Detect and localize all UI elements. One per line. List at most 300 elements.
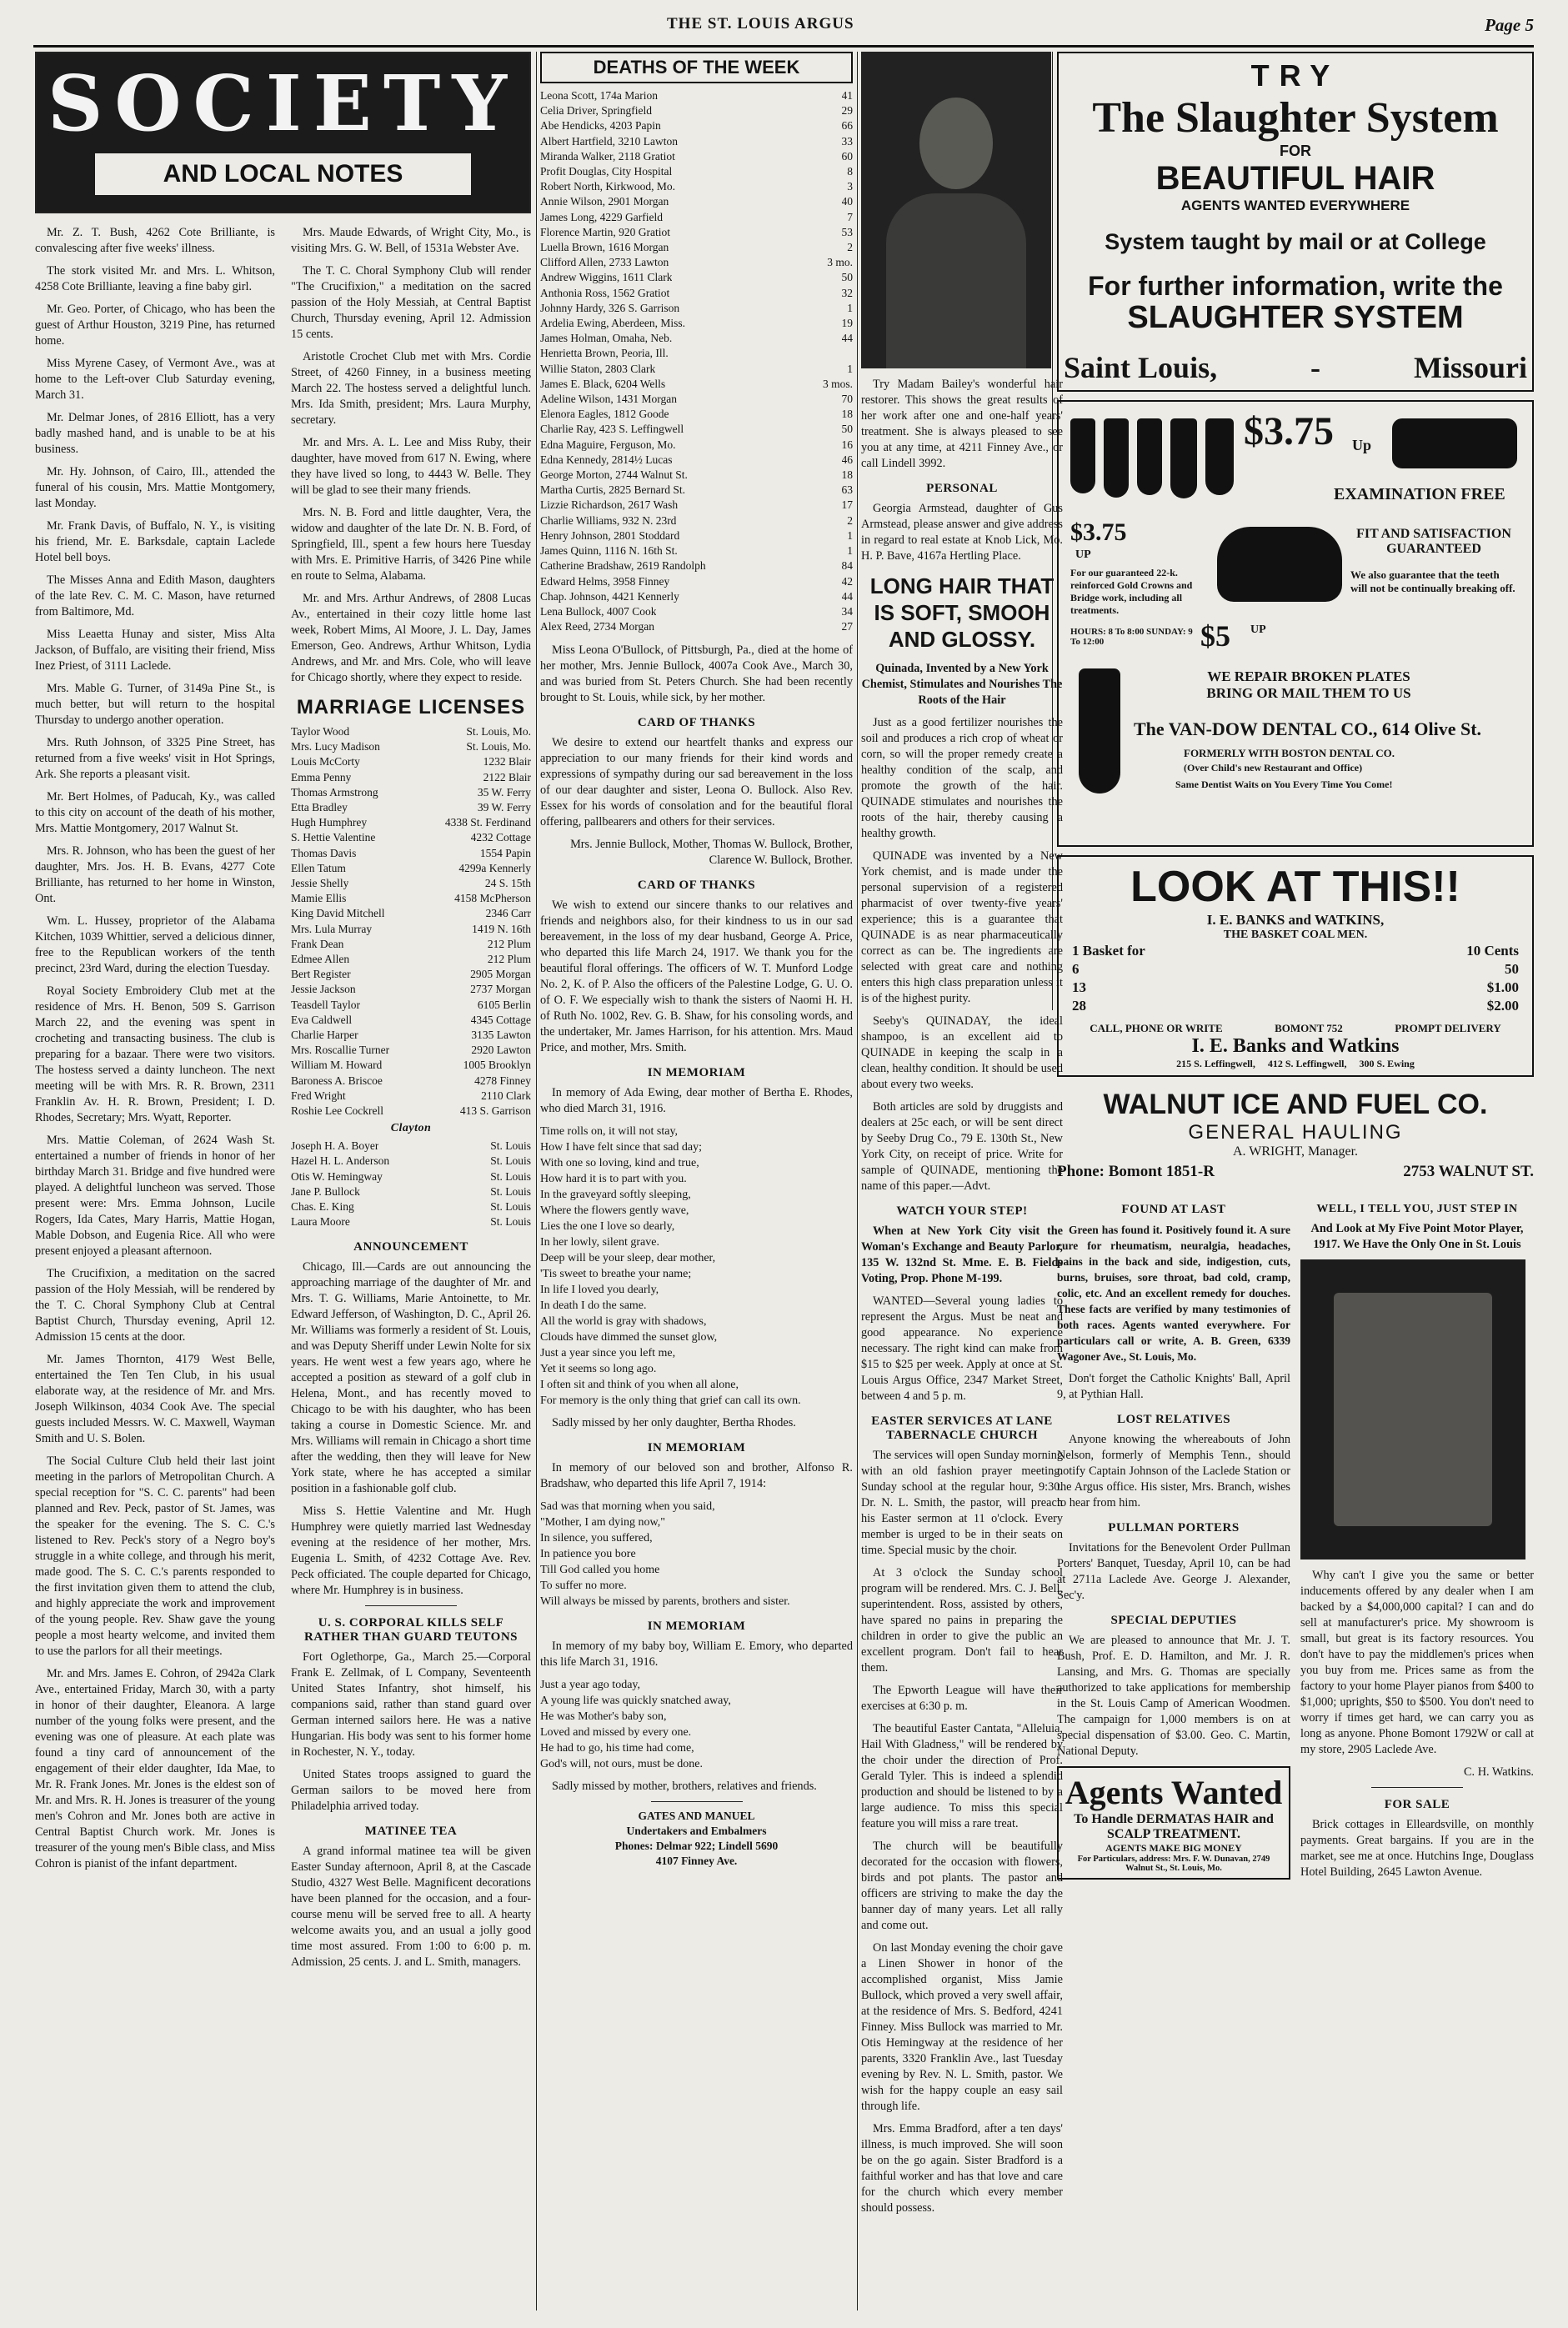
license-row-value: 4338 St. Ferdinand	[444, 816, 531, 829]
corporal-paragraph: Fort Oglethorpe, Ga., March 25.—Corporal Frank E. Zellmak, of L Company, Seventeenth United States Infantry, shot himself, his companions said, rather than stand guard over German interned sailors here. He was a native Hungarian. His body was sent to his former home in Rochester, N. Y., today.	[291, 1650, 531, 1759]
poem-line: 'Tis sweet to breathe your name;	[540, 1268, 692, 1281]
death-row-name: Florence Martin, 920 Gratiot	[540, 225, 670, 238]
poem-line: In silence, you suffered,	[540, 1532, 653, 1545]
poem-line: Deep will be your sleep, dear mother,	[540, 1252, 716, 1265]
clayton-row-name: Otis W. Hemingway	[291, 1169, 383, 1183]
watkins-sign: C. H. Watkins.	[1464, 1765, 1534, 1779]
license-row-value: 2737 Morgan	[470, 983, 531, 996]
license-row	[291, 724, 531, 739]
license-row-value: 4345 Cottage	[470, 1013, 531, 1026]
memoriam-title: IN MEMORIAM	[647, 1066, 746, 1080]
society-item: The stork visited Mr. and Mrs. L. Whitson, 4258 Cote Brilliante, leaving a fine baby girl.	[35, 264, 275, 293]
license-row-name: Taylor Wood	[291, 725, 350, 738]
easter-paragraph: The Epworth League will have their exercises at 6:30 p. m.	[861, 1684, 1063, 1713]
clayton-row	[291, 1214, 531, 1229]
walnut-name: WALNUT ICE AND FUEL CO.	[1103, 1089, 1488, 1120]
look-phone: BOMONT 752	[1275, 1022, 1343, 1034]
death-row-name: Leona Scott, 174a Marion	[540, 89, 658, 102]
death-row-value: 50	[841, 423, 853, 436]
poem-line: "Mother, I am dying now,"	[540, 1516, 665, 1529]
death-row-name: James Long, 4229 Garfield	[540, 210, 663, 223]
license-row	[291, 1074, 531, 1089]
death-row-value: 3 mo.	[827, 256, 853, 269]
announcement-paragraph: Miss S. Hettie Valentine and Mr. Hugh Humphrey were quietly married last Wednesday evening at the residence of her mother, Mrs. Eugenia L. Smith, of 4232 Cottage Ave. Rev. Peck officiated. The couple departed for Chicago, where Mr. Humphrey is in business.	[291, 1504, 531, 1597]
dental-hours: HOURS: 8 To 8:00 SUNDAY: 9 To 12:00	[1070, 627, 1193, 647]
poem-line: God's will, not ours, must be done.	[540, 1758, 704, 1771]
rule	[365, 1605, 457, 1606]
matinee-paragraph: A grand informal matinee tea will be given Easter Sunday afternoon, April 8, at the Cascade Studio, 4327 West Belle. Magnificent decorations have been planned for the occasion, and a four-course menu will be served free to all. A hearty welcome awaits you, and an usual a jolly good time most assured. From 1:00 to 6:00 p. m. Admission, 25 cents. J. and L. Smith, managers.	[291, 1844, 531, 1969]
license-row	[291, 1013, 531, 1028]
slaughter-system: SLAUGHTER SYSTEM	[1127, 300, 1464, 335]
dental-exam: EXAMINATION FREE	[1334, 485, 1505, 503]
walnut-addr: 2753 WALNUT ST.	[1403, 1163, 1534, 1180]
society-item: Wm. L. Hussey, proprietor of the Alabama Kitchen, 1039 Whittier, served a delicious dinner, free to the Republican workers of the tenth precinct, 23rd Ward, during the election Tuesday.	[35, 914, 275, 975]
hair-paragraph: QUINADE was invented by a New York chemist, and is made under the personal supervision of a registered pharmacist of over twenty-five years' experience; this is a guarantee that QUINADE is as near pharmaceutically correct as can be. The ingredients are selected with great care and nothing enters this high class preparation unless it is of the highest purity.	[861, 849, 1063, 1005]
death-row-value: 32	[841, 286, 853, 299]
death-row	[540, 149, 853, 164]
license-row-value: 39 W. Ferry	[477, 801, 531, 814]
van-dow-dental-ad	[1057, 400, 1534, 847]
poem-line: Just a year since you left me,	[540, 1347, 676, 1360]
look-firm: I. E. Banks and Watkins	[1191, 1035, 1400, 1057]
death-row-value: 40	[841, 195, 853, 208]
death-row-name: Alex Reed, 2734 Morgan	[540, 620, 654, 633]
poem-line: How hard it is to part with you.	[540, 1173, 687, 1186]
clayton-row-name: Chas. E. King	[291, 1200, 354, 1214]
coal-row-name: 28	[1072, 998, 1086, 1014]
coal-row-name: 1 Basket for	[1072, 943, 1145, 959]
rule	[1371, 1787, 1463, 1788]
announcement-title: ANNOUNCEMENT	[353, 1239, 468, 1254]
license-row-value: 2905 Morgan	[470, 968, 531, 981]
agents-money: AGENTS MAKE BIG MONEY	[1105, 1842, 1242, 1854]
license-row-name: Edmee Allen	[291, 953, 350, 966]
death-row-value: 84	[841, 559, 853, 573]
clayton-row-value: St. Louis	[490, 1139, 531, 1153]
memoriam-sign: Sadly missed by mother, brothers, relatives and friends.	[552, 1780, 817, 1794]
card-sign: Mrs. Jennie Bullock, Mother, Thomas W. Bullock, Brother, Clarence W. Bullock, Brother.	[570, 838, 853, 868]
society-item: Mr. Z. T. Bush, 4262 Cote Brilliante, is convalescing after five weeks' illness.	[35, 226, 275, 255]
license-row-name: Baroness A. Briscoe	[291, 1074, 383, 1087]
coal-row-value: $2.00	[1486, 998, 1519, 1014]
clayton-row-name: Hazel H. L. Anderson	[291, 1154, 390, 1168]
death-row	[540, 513, 853, 528]
column-rule	[536, 52, 537, 2310]
license-row	[291, 1043, 531, 1058]
clayton-row	[291, 1184, 531, 1199]
death-row	[540, 589, 853, 604]
easter-paragraph: The services will open Sunday morning with an old fashion prayer meeting. Sunday school at the regular hour, 9:30. Dr. N. L. Smith, the pastor, will preach his Easter sermon at 11 o'clock. Every member is urged to be in their seats on time. Special music by the choir.	[861, 1449, 1063, 1557]
death-row	[540, 483, 853, 498]
poem-line: For memory is the only thing that grief can call its own.	[540, 1394, 801, 1408]
poem-line: I often sit and think of you when all alone,	[540, 1379, 739, 1392]
society-item: Mr. Geo. Porter, of Chicago, who has been the guest of Arthur Houston, 3219 Pine, has returned home.	[35, 303, 275, 348]
license-row-value: 2346 Carr	[485, 907, 531, 920]
walnut-ice-ad	[1057, 1089, 1534, 1181]
poem-line: In her lowly, silent grave.	[540, 1236, 659, 1249]
death-row-name: Charlie Ray, 423 S. Leffingwell	[540, 423, 684, 436]
license-row	[291, 800, 531, 815]
death-row	[540, 88, 853, 103]
death-row	[540, 604, 853, 619]
death-row-value: 18	[841, 408, 853, 421]
card-text: We desire to extend our heartfelt thanks and express our appreciation to our many friends for their kind words and expressions of sympathy during our sad bereavement in the loss of our dear daughter and sister, Leona O. Bullock. Also Rev. Essex for his words of consolation and for the beautiful floral offering, pallbearers and others for their services.	[540, 736, 853, 829]
death-row-value: 60	[841, 149, 853, 163]
death-row-name: Adeline Wilson, 1431 Morgan	[540, 393, 677, 406]
agents-wanted-ad	[1057, 1766, 1290, 1880]
license-row-name: Frank Dean	[291, 937, 344, 950]
rule	[651, 1801, 743, 1802]
death-row	[540, 453, 853, 468]
license-row	[291, 1028, 531, 1043]
license-row	[291, 1104, 531, 1119]
forsale-text: Brick cottages in Elleardsville, on monthly payments. Great bargains. If you are in the market, see me at once. Hutchins Inge, Douglass Hotel Building, 2645 Lawton Avenue.	[1300, 1818, 1534, 1879]
coal-row-value: $1.00	[1486, 979, 1519, 995]
license-row	[291, 830, 531, 845]
death-row-name: Anthonia Ross, 1562 Gratiot	[540, 286, 670, 299]
coal-row	[1064, 960, 1527, 979]
slaughter-location	[1064, 350, 1527, 385]
tooth-icon	[1170, 418, 1197, 498]
license-row	[291, 861, 531, 876]
coal-row-value: 10 Cents	[1466, 943, 1519, 959]
memoriam-intro: In memory of Ada Ewing, dear mother of Bertha E. Rhodes, who died March 31, 1916.	[540, 1086, 853, 1116]
society-item: The T. C. Choral Symphony Club will render "The Crucifixion," a meditation on the sacred passion of the Holy Messiah, at Central Baptist Church, Thursday evening, April 12. Admission 15 cents.	[291, 264, 531, 341]
clayton-row-value: St. Louis	[490, 1184, 531, 1198]
poem-line: Clouds have dimmed the sunset glow,	[540, 1331, 718, 1344]
corporal-title: U. S. CORPORAL KILLS SELF RATHER THAN GUARD TEUTONS	[303, 1615, 518, 1644]
license-row-name: King David Mitchell	[291, 907, 385, 920]
death-row	[540, 331, 853, 346]
society-item: Mr. Hy. Johnson, of Cairo, Ill., attended the funeral of his cousin, Mrs. Mattie Montgomery, last Monday.	[35, 465, 275, 510]
society-item: Mrs. R. Johnson, who has been the guest of her daughter, Mrs. Jos. H. B. Evans, 4277 Cote Brilliante, has returned to her home in Winston, Ont.	[35, 844, 275, 905]
deputies-text: We are pleased to announce that Mr. J. T. Bush, Prof. E. D. Hamilton, and Mr. J. R. Lansing, and Mrs. G. Thomas are specially authorized to take applications for membership in the St. Louis Camp of American Woodmen. The campaign for 1,000 members is on at special dispensation of $3.00. Geo. C. Martin, National Deputy.	[1057, 1634, 1290, 1758]
license-row-name: William M. Howard	[291, 1059, 383, 1072]
tooth-icon	[1104, 418, 1129, 498]
watkins-line: And Look at My Five Point Motor Player, 1917. We Have the Only One in St. Louis	[1310, 1222, 1524, 1251]
dental-up-five: UP	[1250, 623, 1266, 636]
ads-lower	[1057, 1193, 1534, 1887]
death-row-value: 41	[841, 89, 853, 102]
death-row-name: James E. Black, 6204 Wells	[540, 377, 666, 390]
society-body	[35, 225, 531, 1977]
card-title: CARD OF THANKS	[637, 716, 756, 730]
license-row-name: Louis McCorty	[291, 755, 360, 768]
clayton-list	[291, 1139, 531, 1229]
society-item: Royal Society Embroidery Club met at the residence of Mrs. H. Benon, 509 S. Garrison March 22, and the evening was spent in crocheting and transacting business. The club is preparing for a bazaar. There were two visitors. The hostess served a dainty luncheon. The next meeting will be with Mrs. R. R. Brown, 2311 Franklin Av. H. R. Brown, President; I. D. Rhodes, Secretary; Mrs. Wyatt, Reporter.	[35, 984, 275, 1124]
easter-paragraph: On last Monday evening the choir gave a Linen Shower in honor of the accomplished organist, Miss Jamie Bullock, which proved a very swell affair, at the residence of Mrs. S. Bedford, 4241 Finney. Miss Bullock was married to Mr. Otis Hemingway at the residence of her parents, 3320 Franklin Ave., last Tuesday evening by Rev. N. L. Smith, pastor. We wish for the happy couple an easy sail through life.	[861, 1941, 1063, 2113]
death-row	[540, 255, 853, 270]
dental-fit: FIT AND SATISFACTION GUARANTEED	[1356, 527, 1511, 556]
clayton-row	[291, 1139, 531, 1154]
death-row-value: 8	[847, 165, 853, 178]
license-row-value: 212 Plum	[487, 937, 531, 950]
death-row	[540, 118, 853, 133]
license-row-value: 2920 Lawton	[471, 1044, 531, 1057]
license-row	[291, 906, 531, 921]
license-row-value: St. Louis, Mo.	[466, 740, 531, 753]
license-row-name: Mrs. Lula Murray	[291, 922, 373, 935]
license-row-value: 35 W. Ferry	[477, 785, 531, 799]
found-text: Green has found it. Positively found it. A sure cure for rheumatism, neuralgia, headaches, pains in the back and side, indigestion, cuts, burns, bruises, sore throat, bad cold, cramp, colic, etc. And an excellent remedy for douches. These facts are verified by many testimonies of both races. Agents wanted everywhere. For particulars call or write, A. B. Green, 6339 Wagoner Ave., St. Louis, Mo.	[1057, 1224, 1290, 1363]
slaughter-state: Missouri	[1413, 351, 1527, 384]
death-row	[540, 134, 853, 149]
slaughter-name: The Slaughter System	[1092, 94, 1499, 142]
found-title: FOUND AT LAST	[1121, 1203, 1226, 1216]
death-row-value: 70	[841, 393, 853, 406]
dental-price-small: $3.75	[1070, 518, 1127, 546]
dental-guarantee: We also guarantee that the teeth will not be continually breaking off.	[1350, 568, 1515, 594]
hair-subhead: Quinada, Invented by a New York Chemist, Stimulates and Nourishes The Roots of the Hair	[861, 662, 1063, 707]
clayton-row-value: St. Louis	[490, 1169, 531, 1183]
dental-up: Up	[1352, 437, 1372, 453]
license-row	[291, 846, 531, 861]
coal-price-list	[1064, 942, 1527, 1015]
death-row-value: 17	[841, 498, 853, 512]
poem-line: In the graveyard softly sleeping,	[540, 1189, 691, 1202]
corporal-paragraph: United States troops assigned to guard the German sailors to be moved here from Philadelphia arrived today.	[291, 1767, 531, 1813]
society-item: Miss Leaetta Hunay and sister, Miss Alta Jackson, of Buffalo, are visiting their friend, Miss Inez Priest, of 3111 Laclede.	[35, 628, 275, 673]
memoriam-sign: Sadly missed by her only daughter, Bertha Rhodes.	[552, 1416, 796, 1430]
license-row-name: Bert Register	[291, 968, 351, 981]
look-names: I. E. BANKS and WATKINS,	[1206, 912, 1385, 928]
pullman-text: Invitations for the Benevolent Order Pullman Porters' Banquet, Tuesday, April 10, can be had at 2711a Laclede Ave. George J. Alexander, Sec'y.	[1057, 1541, 1290, 1602]
poem-line: To suffer no more.	[540, 1580, 627, 1593]
poem-line: Lies the one I love so dearly,	[540, 1220, 675, 1234]
death-row	[540, 377, 853, 392]
death-row-value: 3	[847, 180, 853, 193]
license-row-name: Jessie Jackson	[291, 983, 356, 996]
license-row	[291, 815, 531, 830]
slaughter-dash: -	[1310, 351, 1321, 384]
society-item: Mrs. N. B. Ford and little daughter, Vera, the widow and daughter of the late Dr. N. B. Ford, of Springfield, Ill., spent a few hours here Tuesday with Mrs. E. Primitive Harris, of 3426 Pine while en route to Selma, Alabama.	[291, 506, 531, 583]
license-row-name: Fred Wright	[291, 1089, 346, 1102]
page-number: Page 5	[1485, 15, 1534, 35]
license-row-name: Mrs. Lucy Madison	[291, 740, 380, 753]
license-row-value: 2110 Clark	[481, 1089, 531, 1102]
watkins-head: WELL, I TELL YOU, JUST STEP IN	[1316, 1203, 1518, 1215]
death-row-value: 50	[841, 271, 853, 284]
license-row-name: Jessie Shelly	[291, 877, 349, 890]
poem-line: Sad was that morning when you said,	[540, 1500, 715, 1514]
poem-line: In life I loved you dearly,	[540, 1284, 659, 1297]
death-row	[540, 407, 853, 422]
death-row-name: Henry Johnson, 2801 Stoddard	[540, 528, 680, 542]
look-contact	[1064, 1022, 1527, 1035]
page-header	[33, 8, 1534, 48]
third-column	[861, 52, 1063, 2310]
death-row-value: 44	[841, 332, 853, 345]
license-row-value: 1005 Brooklyn	[463, 1059, 531, 1072]
clayton-row-name: Jane P. Bullock	[291, 1184, 360, 1198]
easter-paragraph: The church will be beautifully decorated for the occasion with flowers, birds and pot plants. The pastor and officers are striving to make the day the banner day of many years. Let all rally and come out.	[861, 1840, 1063, 1932]
license-row-name: S. Hettie Valentine	[291, 831, 376, 844]
watch-title: WATCH YOUR STEP!	[896, 1204, 1028, 1218]
ads-lower-right	[1300, 1193, 1534, 1887]
gates-line3: Phones: Delmar 922; Lindell 5690	[614, 1840, 779, 1853]
memoriam-intro: In memory of our beloved son and brother, Alfonso R. Bradshaw, who departed this life April 7, 1914:	[540, 1461, 853, 1491]
death-row	[540, 558, 853, 573]
walnut-mgr: A. WRIGHT, Manager.	[1232, 1144, 1359, 1159]
license-row-name: Mrs. Roscallie Turner	[291, 1044, 390, 1057]
madam-bailey-photo	[861, 52, 1051, 368]
death-row-name: Catherine Bradshaw, 2619 Randolph	[540, 559, 706, 573]
death-row-name: Edna Kennedy, 2814½ Lucas	[540, 453, 673, 466]
poem-line: Yet it seems so long ago.	[540, 1363, 657, 1376]
license-row	[291, 982, 531, 997]
dental-same: Same Dentist Waits on You Every Time You Come!	[1175, 779, 1393, 790]
license-row	[291, 967, 531, 982]
death-row-value: 29	[841, 104, 853, 118]
poem-line: How I have felt since that sad day;	[540, 1141, 702, 1154]
death-row	[540, 103, 853, 118]
ads-column	[1057, 52, 1534, 2310]
society-item: Mr. James Thornton, 4179 West Belle, entertained the Ten Ten Club, in his usual elaborate way, at the residence of Mr. and Mrs. Joseph Wilkinson, 4034 Cook Ave. The special guests included Messrs. W. C. Maxwell, Wayman Smith and U. S. Bolen.	[35, 1353, 275, 1445]
dental-formerly: FORMERLY WITH BOSTON DENTAL CO.	[1184, 747, 1395, 759]
marriage-title: MARRIAGE LICENSES	[296, 696, 526, 718]
easter-title: EASTER SERVICES AT LANE TABERNACLE CHURCH	[871, 1414, 1053, 1442]
death-row-value: 19	[841, 317, 853, 330]
coal-row	[1064, 979, 1527, 997]
death-row	[540, 392, 853, 407]
license-row-name: Emma Penny	[291, 770, 352, 784]
death-row	[540, 362, 853, 377]
death-row-name: Robert North, Kirkwood, Mo.	[540, 180, 675, 193]
lost-title: LOST RELATIVES	[1116, 1413, 1231, 1426]
bailey-caption: Try Madam Bailey's wonderful hair restorer. This shows the great results of her work after one and one-half years' treatment. She is always pleased to see you at any time, at 4211 Finney Ave., or call Lindell 3992.	[861, 378, 1063, 470]
death-row-name: Miranda Walker, 2118 Gratiot	[540, 149, 675, 163]
hair-paragraph: Just as a good fertilizer nourishes the soil and produces a rich crop of wheat or corn, so will the proper remedy create a healthy condition of the scalp, and promote the growth of the hair. QUINADE stimulates and nourishes the roots of the hair, thereby causing a healthy growth.	[861, 716, 1063, 840]
license-row	[291, 876, 531, 891]
society-item: The Crucifixion, a meditation on the sacred passion of the Holy Messiah, will be rendered by the T. C. Choral Symphony Club at Central Baptist Church, Thursday evening, April 12. Admission 15 cents at the door.	[35, 1267, 275, 1344]
announcement-paragraph: Chicago, Ill.—Cards are out announcing the approaching marriage of the daughter of Mr. and Mrs. T. G. Williams, Marie Antoinette, to Mr. Edward Jefferson, of Washington, D. C., April 26. Mr. Williams was formerly a resident of St. Louis, and was Deputy Sheriff under Lewin Nolte for six years. He went west a few years ago, where he accepted a position as steward of a golf club in Helena, Mont., and has recently moved to Chicago to be with his daughter, who has been taking a course in Domestic Science. Mr. and Mrs. Williams will remain in Chicago a short time after the wedding, then they will leave for New York state, where he has accepted a similar position in a fashionable golf club.	[291, 1259, 531, 1495]
watch-text: When at New York City visit the Woman's Exchange and Beauty Parlor, 135 W. 132nd St. Mme. E. B. Fields Voting, Prop. Phone M-199.	[861, 1224, 1063, 1285]
dental-over: (Over Child's new Restaurant and Office)	[1184, 762, 1363, 773]
society-subhead: AND LOCAL NOTES	[95, 153, 471, 195]
gates-line2: Undertakers and Embalmers	[626, 1825, 767, 1838]
society-item: Mrs. Maude Edwards, of Wright City, Mo., is visiting Mrs. G. W. Bell, of 1531a Webster Ave.	[291, 226, 531, 255]
memoriam-intro: In memory of my baby boy, William E. Emory, who departed this life March 31, 1916.	[540, 1640, 853, 1670]
license-row	[291, 1089, 531, 1104]
memoriam-title: IN MEMORIAM	[647, 1620, 746, 1634]
death-row	[540, 194, 853, 209]
license-row-value: St. Louis, Mo.	[466, 725, 531, 738]
death-row-value: 3 mos.	[822, 377, 853, 390]
poem-line: With one so loving, kind and true,	[540, 1157, 699, 1170]
society-item: Mrs. Ruth Johnson, of 3325 Pine Street, has returned from a five weeks' visit in Hot Springs, Ark. She reports a pleasant visit.	[35, 736, 275, 781]
license-row-value: 1232 Blair	[483, 755, 531, 768]
death-row	[540, 438, 853, 453]
coal-row	[1064, 942, 1527, 960]
death-row-name: Willie Staton, 2803 Clark	[540, 362, 656, 375]
society-item: The Social Culture Club held their last joint meeting in the parlors of Metropolitan Church. A special reception for "S. C. C. parents" had been planned and Rev. Peck, pastor of St. James, was the speaker for the evening. The S. C. C.'s listened to Rev. Peck's story of a Negro boy's struggle in a white college, and through his merit, made good. The S. C. C.'s parents responded to the first invitation given them to attend the club, and highly appreciate the work and improvement of the young people. Rev. Shaw gave the young people a most hearty welcome, and invited them to use the parlors for all their meetings.	[35, 1454, 275, 1658]
death-row	[540, 210, 853, 225]
license-row-value: 4158 McPherson	[454, 892, 531, 905]
clayton-row-name: Laura Moore	[291, 1215, 350, 1229]
death-row-name: James Quinn, 1116 N. 16th St.	[540, 544, 678, 558]
card-title: CARD OF THANKS	[637, 879, 756, 893]
death-row-value: 33	[841, 134, 853, 148]
slaughter-taught: System taught by mail or at College	[1105, 229, 1486, 254]
death-row	[540, 574, 853, 589]
clayton-label: Clayton	[390, 1122, 432, 1135]
death-row-value: 1	[847, 528, 853, 542]
death-row	[540, 240, 853, 255]
death-row-name: Albert Hartfield, 3210 Lawton	[540, 134, 678, 148]
tooth-icon	[1205, 418, 1234, 495]
agents-title: Agents Wanted	[1065, 1774, 1283, 1811]
wanted-text: WANTED—Several young ladies to represent the Argus. Must be neat and good appearance. No experience necessary. The right kind can make from $15 to $25 per week. Apply at once at St. Louis Argus Office, 2347 Market Street, between 4 and 5 p. m.	[861, 1294, 1063, 1403]
easter-paragraph: At 3 o'clock the Sunday school program will be rendered. Mrs. C. J. Bell, superintendent. Ross, assisted by others, have spared no pains in preparing the children in order to give the public an excellent program. Don't fail to hear them.	[861, 1566, 1063, 1675]
easter-paragraph: The beautiful Easter Cantata, "Alleluia, Hail With Gladness," will be rendered by the choir under the direction of Prof. Gerald Tyler. This is indeed a splendid production and should be listened to by a large audience. To miss this special feature you will miss a rare treat.	[861, 1722, 1063, 1830]
license-row-value: 6105 Berlin	[477, 998, 531, 1011]
license-row-name: Hugh Humphrey	[291, 816, 368, 829]
walnut-contact	[1057, 1163, 1534, 1181]
death-row-value: 53	[841, 225, 853, 238]
society-item: Aristotle Crochet Club met with Mrs. Cordie Street, of 4260 Finney, in a business meeting March 22. The hostess served a delightful lunch. Mrs. Ida Smith, president; Mrs. Laura Murphy, secretary.	[291, 350, 531, 427]
slaughter-system-ad	[1057, 52, 1534, 392]
bridge-icon	[1392, 418, 1517, 468]
poem-line: Just a year ago today,	[540, 1679, 640, 1692]
death-row-value: 46	[841, 453, 853, 466]
clayton-row	[291, 1199, 531, 1214]
marriage-list	[291, 724, 531, 1119]
deaths-list	[540, 88, 853, 634]
death-row-name: Profit Douglas, City Hospital	[540, 165, 673, 178]
death-row-name: Charlie Williams, 932 N. 23rd	[540, 513, 677, 527]
death-row-name: Edna Maguire, Ferguson, Mo.	[540, 438, 676, 451]
agents-line: To Handle DERMATAS HAIR and SCALP TREATMENT.	[1074, 1812, 1274, 1841]
license-row-name: Charlie Harper	[291, 1029, 358, 1042]
death-row	[540, 286, 853, 301]
death-row	[540, 179, 853, 194]
society-item: Mrs. Mattie Coleman, of 2624 Wash St. entertained a number of friends in honor of her birthday March 31. Bridge and five hundred were played. A delightful luncheon was served. Those present were: Mrs. Emma Johnson, Lucile Rogers, Ida Cates, Mary Harris, Mattie Hogan, Mable Dobson, and Eugenia Rice. All who were present enjoyed a pleasant afternoon.	[35, 1134, 275, 1258]
death-row	[540, 301, 853, 316]
plate-icon	[1217, 527, 1342, 602]
dental-price-five: $5	[1200, 619, 1230, 653]
death-row	[540, 164, 853, 179]
death-row	[540, 498, 853, 513]
society-column	[35, 52, 531, 2310]
clayton-row-value: St. Louis	[490, 1200, 531, 1214]
poem-line: Loved and missed by every one.	[540, 1726, 692, 1740]
death-row	[540, 468, 853, 483]
tooth-icon	[1070, 418, 1095, 493]
society-item: Mr. and Mrs. A. L. Lee and Miss Ruby, their daughter, have moved from 617 N. Ewing, where they have lived so long, to 4443 W. Belle. They will be glad to see their many friends.	[291, 436, 531, 497]
society-left-column	[35, 225, 275, 1977]
society-item: Mrs. Mable G. Turner, of 3149a Pine St., is much better, but will return to the hospital Thursday to undergo another operation.	[35, 682, 275, 727]
license-row	[291, 937, 531, 952]
death-row-value: 7	[847, 210, 853, 223]
knights-text: Don't forget the Catholic Knights' Ball, April 9, at Pythian Hall.	[1057, 1372, 1290, 1401]
poem-line: All the world is gray with shadows,	[540, 1315, 707, 1329]
gates-line1: GATES AND MANUEL	[638, 1810, 755, 1823]
deaths-column	[540, 52, 853, 2310]
slaughter-try: TRY	[1250, 58, 1340, 93]
slaughter-agents: AGENTS WANTED EVERYWHERE	[1180, 198, 1410, 213]
agents-addr: For Particulars, address: Mrs. F. W. Dunavan, 2749 Walnut St., St. Louis, Mo.	[1077, 1855, 1270, 1873]
license-row	[291, 1058, 531, 1073]
death-row-value: 1	[847, 362, 853, 375]
license-row-name: Mamie Ellis	[291, 892, 347, 905]
poem-line: Where the flowers gently wave,	[540, 1204, 689, 1218]
death-row-value: 1	[847, 544, 853, 558]
society-item: Miss Myrene Casey, of Vermont Ave., was at home to the Left-over Club Saturday evening, March 31.	[35, 357, 275, 402]
poem-line: He had to go, his time had come,	[540, 1742, 694, 1755]
dental-repair: WE REPAIR BROKEN PLATES BRING OR MAIL THEM TO US	[1206, 668, 1411, 701]
slaughter-further: For further information, write the	[1088, 271, 1503, 301]
society-item: Mr. Frank Davis, of Buffalo, N. Y., is visiting his friend, Mr. E. Barksdale, captain Laclede Hotel bell boys.	[35, 519, 275, 564]
